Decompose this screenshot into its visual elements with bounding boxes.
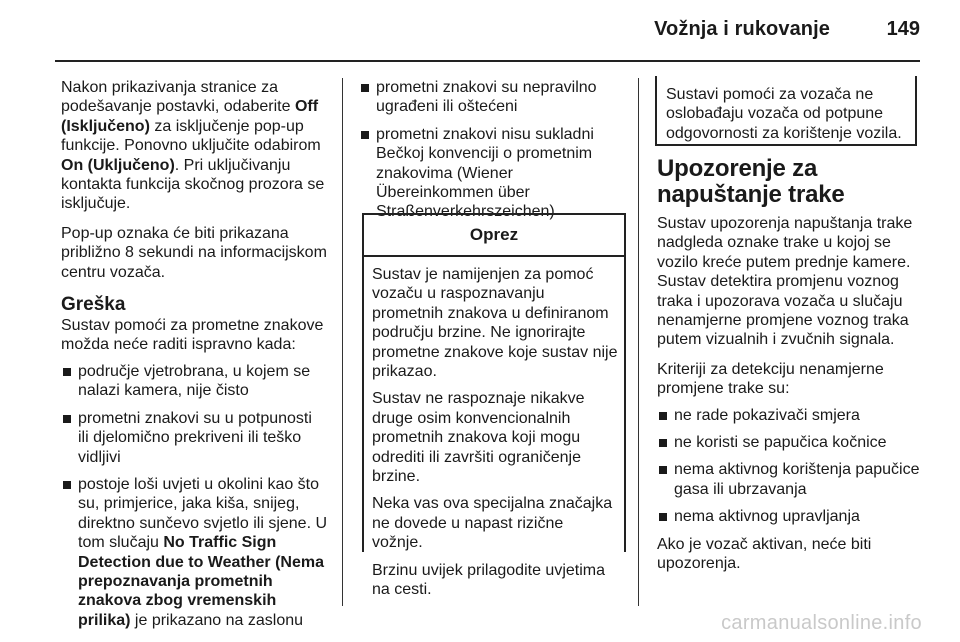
- off-option-label: Off (Isključeno): [61, 98, 319, 135]
- active-driver-paragraph: Ako je vozač aktivan, neće biti upozorenja.: [657, 535, 872, 573]
- popup-paragraph: Pop-up oznaka će biti prikazana približno 8 sekundi na informacijskom centru vozača.: [61, 224, 327, 281]
- caution-title: Oprez: [364, 215, 624, 257]
- fault-list-continued: [359, 78, 622, 222]
- column-1: [61, 78, 327, 638]
- column-2: [359, 78, 622, 230]
- criteria-intro: Kriteriji za detekciju nenamjerne promjene trake su:: [657, 360, 884, 398]
- caution-paragraph: Sustav je namijenjen za pomoć vozaču u raspoznavanju prometnih znakova u definiranom području brzine. Ne ignorirajte prometne znakove koje sustav nije prikazao.: [372, 266, 618, 381]
- watermark: carmanualsonline.info: [721, 612, 922, 634]
- column-divider-right: [638, 78, 639, 606]
- caution-paragraph: Sustav ne raspoznaje nikakve druge osim konvencionalnih prometnih znakova koji mogu odrediti ili završiti ograničenje brzine.: [372, 390, 585, 486]
- list-item: prometni znakovi nisu sukladni Bečkoj konvenciji o prometnim znakovima (Wiener Übereinkommen über Straßenverkehrszeichen): [359, 125, 622, 222]
- caution-box: [362, 213, 626, 599]
- lane-departure-heading: Upozorenje za napuštanje trake: [657, 155, 845, 208]
- header-rule: [55, 60, 920, 62]
- caution-paragraph: Brzinu uvijek prilagodite uvjetima na cesti.: [372, 561, 605, 599]
- list-item: prometni znakovi su u potpunosti ili djelomično prekriveni ili teško vidljivi: [61, 409, 327, 467]
- lane-departure-paragraph: Sustav upozorenja napuštanja trake nadgleda oznake trake u kojoj se vozilo kreće putem prednje kamere. Sustav detektira promjenu voznog traka i upozorava vozača u slučaju nenamjerne promjene voznog traka putem vizualnih i zvučnih signala.: [657, 215, 913, 349]
- page-number: 149: [886, 18, 920, 40]
- section-title: Vožnja i rukovanje: [654, 18, 830, 40]
- list-item: prometni znakovi su nepravilno ugrađeni ili oštećeni: [359, 78, 622, 117]
- page-header: [0, 0, 960, 58]
- list-item: postoje loši uvjeti u okolini kao što su, primjerice, jaka kiša, snijeg, direktno sunčevo svjetlo ili sjene. U tom slučaju No Traffic Sign Detection due to Weather (Nema prepoznavanja prometnih znakova zbog vremenskih prilika) je prikazano na zaslonu: [61, 475, 327, 630]
- list-item: nema aktivnog upravljanja: [657, 507, 922, 526]
- caution-body: [364, 257, 624, 600]
- fault-list: [61, 362, 327, 630]
- list-item: ne rade pokazivači smjera: [657, 406, 922, 425]
- column-3: [657, 156, 922, 584]
- intro-paragraph: Nakon prikazivanja stranice za podešavanje postavki, odaberite Off (Isključeno) za isključenje pop-up funkcije. Ponovno uključite odabirom On (Uključeno). Pri uključivanju kontakta funkcija skočnog prozora se isključuje.: [61, 79, 325, 213]
- criteria-list: [657, 406, 922, 527]
- fault-intro: Sustav pomoći za prometne znakove možda neće raditi ispravno kada:: [61, 317, 324, 354]
- list-item: nema aktivnog korištenja papučice gasa ili ubrzavanja: [657, 460, 922, 499]
- list-item: područje vjetrobrana, u kojem se nalazi kamera, nije čisto: [61, 362, 327, 401]
- fault-heading: Greška: [61, 294, 126, 316]
- column-divider-left: [342, 78, 343, 606]
- list-item: ne koristi se papučica kočnice: [657, 433, 922, 452]
- caution-paragraph: Neka vas ova specijalna značajka ne dovede u napast rizične vožnje.: [372, 495, 613, 552]
- note-box: Sustavi pomoći za vozača ne oslobađaju vozača od potpune odgovornosti za korištenje vozila.: [655, 76, 917, 146]
- weather-message: No Traffic Sign Detection due to Weather (Nema prepoznavanja prometnih znakova zbog vremenskih prilika): [78, 534, 324, 629]
- on-option-label: On (Uključeno): [61, 156, 175, 174]
